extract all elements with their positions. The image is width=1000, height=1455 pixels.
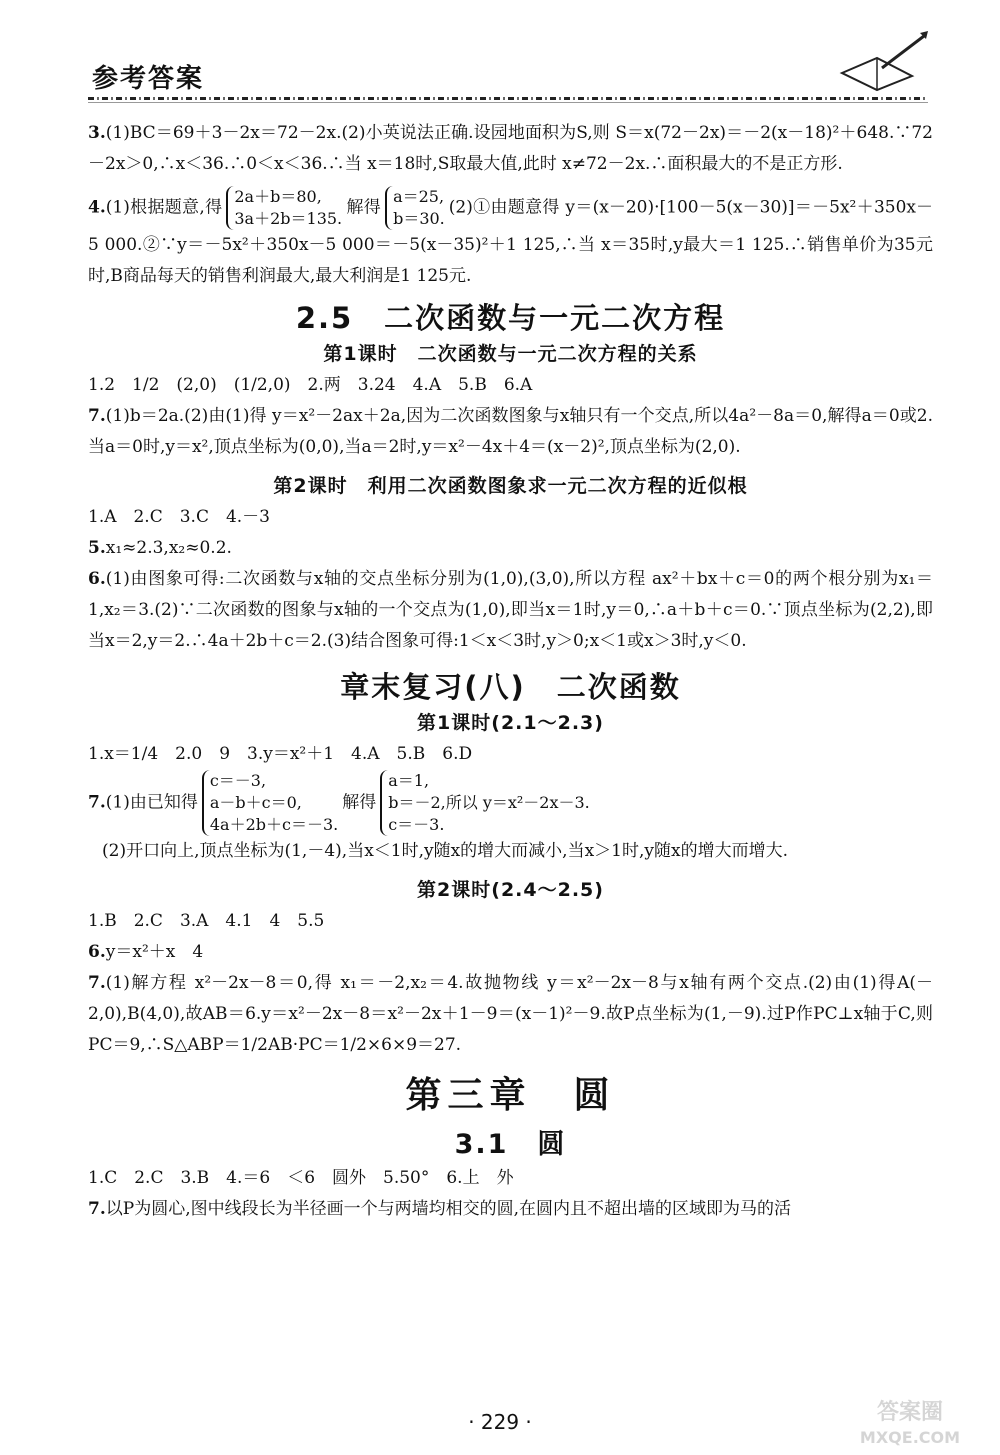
answer-7: 7.以P为圆心,图中线段长为半径画一个与两墙均相交的圆,在圆内且不超出墙的区域即为马的活	[88, 1199, 791, 1219]
svg-text:答案圈: 答案圈	[876, 1400, 944, 1425]
equation-line: a＝1,	[388, 771, 430, 790]
header-title: 参考答案	[92, 64, 205, 94]
answer-5: 5.x₁≈2.3,x₂≈0.2.	[88, 538, 232, 558]
lesson-title: 第2课时 利用二次函数图象求一元二次方程的近似根	[273, 475, 748, 497]
solve-label: 解得	[342, 792, 377, 813]
section-title-2-5: 2.5 二次函数与一元二次方程	[295, 301, 726, 335]
section-title-3-1: 3.1 圆	[454, 1129, 567, 1160]
answer-3-text: (1)BC＝69＋3－2x＝72－2x.(2)小英说法正确.设园地面积为S,则 S＝x(72－2x)＝－2(x－18)²＋648.∵72－2x＞0,∴x＜36.∴0＜x＜36.∴当 x＝18时,S取最大值,此时 x≠72－2x.∴面积最大的不是正方形.	[88, 123, 933, 174]
equation-line: 3a＋2b＝135.	[234, 209, 343, 228]
equation-line: c＝－3,	[209, 771, 267, 790]
review-title: 章末复习(八) 二次函数	[340, 670, 681, 704]
answer-7-intro: (1)由已知得	[105, 792, 198, 813]
svg-text:MXQE.COM: MXQE.COM	[859, 1428, 961, 1447]
answer-7-text: (1)解方程 x²－2x－8＝0,得 x₁＝－2,x₂＝4.故抛物线 y＝x²－2x－8与x轴有两个交点.(2)由(1)得A(－2,0),B(4,0),故AB＝6.y＝x²－2x－8＝x²－2x＋1－9＝(x－1)²－9.故P点坐标为(1,－9).过P作PC⊥x轴于C,则PC＝9,∴S△ABP＝1/2AB·PC＝1/2×6×9＝27.	[88, 973, 933, 1055]
answer-4-text: (2)①由题意得 y＝(x－20)·[100－5(x－30)]＝－5x²＋350x－5 000.②∵y＝－5x²＋350x－5 000＝－5(x－35)²＋1 125,∴当 x＝35时,y最大＝1 125.∴销售单价为35元时,B商品每天的销售利润最大,最大利润是1 125元.	[88, 197, 933, 286]
solve-label: 解得	[346, 197, 382, 218]
page-number: · 229 ·	[468, 1410, 532, 1434]
equation-line: 2a＋b＝80,	[234, 187, 322, 206]
answers-line: 1.C 2.C 3.B 4.＝6 ＜6 圆外 5.50° 6.上 外	[88, 1168, 514, 1188]
answer-6: 6.y＝x²＋x 4	[88, 942, 204, 962]
answers-line: 1.x＝1/4 2.0 9 3.y＝x²＋1 4.A 5.B 6.D	[88, 744, 473, 764]
answers-line: 1.A 2.C 3.C 4.－3	[88, 507, 270, 527]
equation-system	[202, 770, 338, 836]
equation-line: 4a＋2b＋c＝－3.	[209, 815, 339, 834]
watermark-logo	[850, 1395, 970, 1450]
equation-system	[226, 186, 342, 230]
pen-book-icon	[832, 28, 932, 98]
answer-6: 6.(1)由图象可得:二次函数与x轴的交点坐标分别为(1,0),(3,0),所以方程 ax²＋bx＋c＝0的两个根分别为x₁＝1,x₂＝3.(2)∵二次函数的图象与x轴的一个交点为(1,0),即当x＝1时,y＝0,∴a＋b＋c＝0.∵顶点坐标为(2,2),即当x＝2,y＝2.∴4a＋2b＋c＝2.(3)结合图象可得:1＜x＜3时,y＞0;x＜1或x＞3时,y＜0.	[88, 569, 933, 651]
answer-7: 7.(1)由已知得c＝－3, a－b＋c＝0, 4a＋2b＋c＝－3.解得a＝1, b＝－2,所以 y＝x²－2x－3. c＝－3.	[88, 771, 590, 834]
header-rule	[88, 97, 928, 100]
answer-6-text: y＝x²＋x 4	[105, 942, 204, 962]
answer-7: 7.(1)b＝2a.(2)由(1)得 y＝x²－2ax＋2a,因为二次函数图象与x轴只有一个交点,所以4a²－8a＝0,解得a＝0或2.当a＝0时,y＝x²,顶点坐标为(0,0),当a＝2时,y＝x²－4x＋4＝(x－2)²,顶点坐标为(2,0).	[88, 406, 933, 457]
page-header	[0, 0, 1000, 110]
equation-line: b＝－2,所以 y＝x²－2x－3.	[388, 793, 590, 812]
answer-content	[88, 118, 933, 1225]
equation-line: b＝30.	[393, 209, 445, 228]
answer-7-text: (1)b＝2a.(2)由(1)得 y＝x²－2ax＋2a,因为二次函数图象与x轴只有一个交点,所以4a²－8a＝0,解得a＝0或2.当a＝0时,y＝x²,顶点坐标为(0,0),当a＝2时,y＝x²－4x＋4＝(x－2)²,顶点坐标为(2,0).	[88, 406, 933, 457]
answer-5-text: x₁≈2.3,x₂≈0.2.	[105, 538, 232, 558]
answer-6-text: (1)由图象可得:二次函数与x轴的交点坐标分别为(1,0),(3,0),所以方程 ax²＋bx＋c＝0的两个根分别为x₁＝1,x₂＝3.(2)∵二次函数的图象与x轴的一个交点为(1,0),即当x＝1时,y＝0,∴a＋b＋c＝0.∵顶点坐标为(2,2),即当x＝2,y＝2.∴4a＋2b＋c＝2.(3)结合图象可得:1＜x＜3时,y＞0;x＜1或x＞3时,y＜0.	[88, 569, 933, 651]
lesson-title: 第2课时(2.4～2.5)	[417, 879, 604, 901]
lesson-title: 第1课时(2.1～2.3)	[417, 712, 604, 734]
equation-line: a＝25,	[393, 187, 445, 206]
answers-line: 1.B 2.C 3.A 4.1 4 5.5	[88, 911, 325, 931]
answer-7-part2: (2)开口向上,顶点坐标为(1,－4),当x＜1时,y随x的增大而减小,当x＞1时,y随x的增大而增大.	[102, 841, 788, 861]
equation-system	[380, 770, 590, 836]
lesson-title: 第1课时 二次函数与一元二次方程的关系	[323, 343, 698, 365]
answer-3: 3.(1)BC＝69＋3－2x＝72－2x.(2)小英说法正确.设园地面积为S,则 S＝x(72－2x)＝－2(x－18)²＋648.∵72－2x＞0,∴x＜36.∴0＜x＜36.∴当 x＝18时,S取最大值,此时 x≠72－2x.∴面积最大的不是正方形.	[88, 123, 933, 174]
answer-4: 4.(1)根据题意,得2a＋b＝80, 3a＋2b＝135.解得a＝25, b＝30.(2)①由题意得 y＝(x－20)·[100－5(x－30)]＝－5x²＋350x－5 000.②∵y＝－5x²＋350x－5 000＝－5(x－35)²＋1 125,∴当 x＝35时,y最大＝1 125.∴销售单价为35元时,B商品每天的销售利润最大,最大利润是1 125元.	[88, 187, 933, 286]
answer-7-text: 以P为圆心,图中线段长为半径画一个与两墙均相交的圆,在圆内且不超出墙的区域即为马的活	[105, 1199, 791, 1219]
answer-4-intro: (1)根据题意,得	[105, 197, 223, 218]
equation-system	[385, 186, 445, 230]
header-rule-thin	[88, 102, 928, 103]
chapter-title: 第三章 圆	[405, 1075, 616, 1116]
equation-line: a－b＋c＝0,	[209, 793, 302, 812]
answer-7: 7.(1)解方程 x²－2x－8＝0,得 x₁＝－2,x₂＝4.故抛物线 y＝x²－2x－8与x轴有两个交点.(2)由(1)得A(－2,0),B(4,0),故AB＝6.y＝x²－2x－8＝x²－2x＋1－9＝(x－1)²－9.故P点坐标为(1,－9).过P作PC⊥x轴于C,则PC＝9,∴S△ABP＝1/2AB·PC＝1/2×6×9＝27.	[88, 973, 933, 1055]
answers-line: 1.2 1/2 (2,0) (1/2,0) 2.两 3.24 4.A 5.B 6.A	[88, 375, 533, 395]
equation-line: c＝－3.	[388, 815, 445, 834]
